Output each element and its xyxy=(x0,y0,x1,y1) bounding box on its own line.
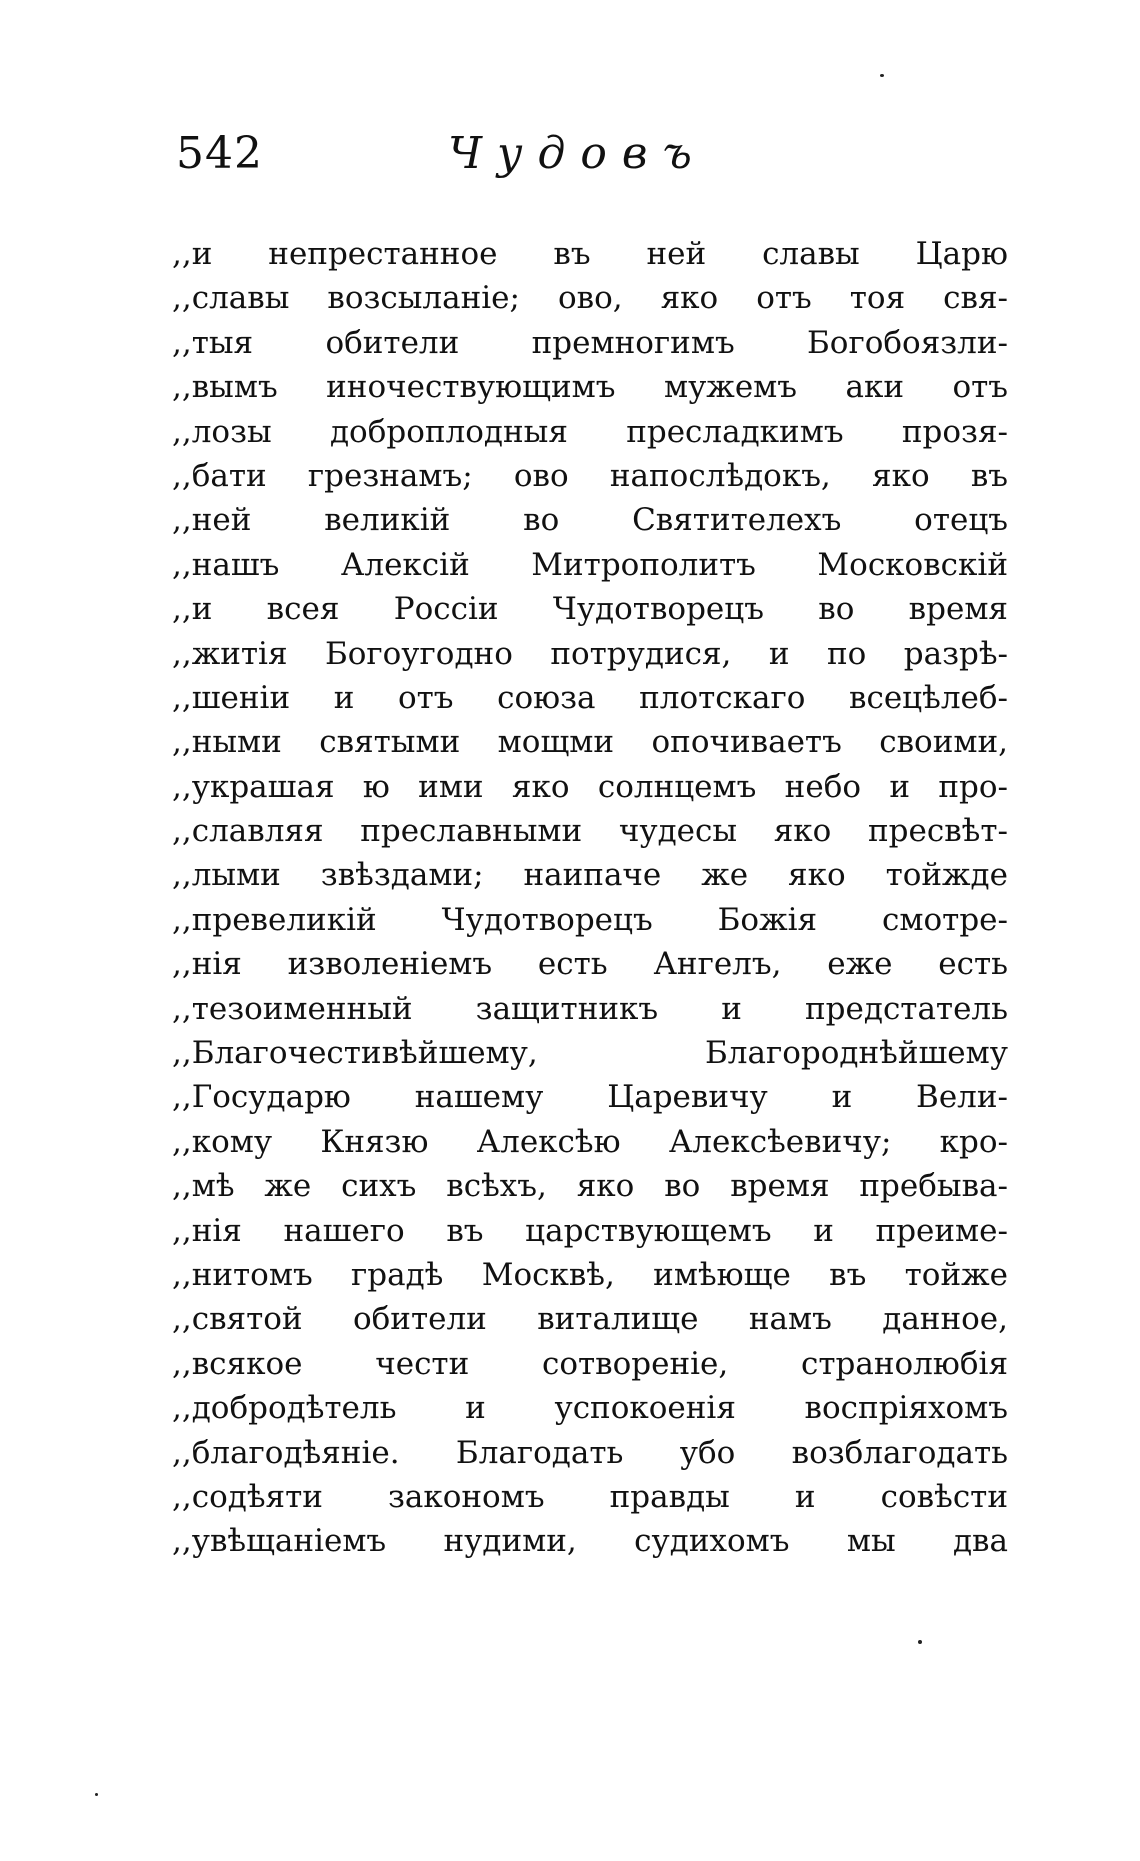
text-line: ,,благодѣяніе. Благодать убо возблагодать xyxy=(172,1434,1008,1471)
text-line: ,,бати грезнамъ; ово напослѣдокъ, яко въ xyxy=(172,457,1008,494)
page-header xyxy=(176,128,1006,188)
text-line: ,,нія изволеніемъ есть Ангелъ, еже есть xyxy=(172,946,1008,983)
text-line: ,,и всея Россіи Чудотворецъ во время xyxy=(172,591,1008,628)
paper-speck xyxy=(880,74,884,77)
text-line: ,,вымъ иночествующимъ мужемъ аки отъ xyxy=(172,369,1008,406)
text-line: ,,лыми звѣздами; наипаче же яко тойжде xyxy=(172,857,1008,894)
text-line: ,,превеликій Чудотворецъ Божія смотре- xyxy=(172,901,1008,938)
text-line: ,,нашъ Алексій Митрополитъ Московскій xyxy=(172,546,1008,583)
text-line: ,,ными святыми мощми опочиваетъ своими, xyxy=(172,724,1008,761)
text-line: ,,тыя обители премногимъ Богобоязли- xyxy=(172,324,1008,361)
body-text xyxy=(172,232,1008,1564)
text-line: ,,всякое чести сотвореніе, странолюбія xyxy=(172,1345,1008,1382)
running-head: Чудовъ xyxy=(448,128,707,179)
text-line: ,,украшая ю ими яко солнцемъ небо и про- xyxy=(172,768,1008,805)
text-line: ,,славляя преславными чудесы яко пресвѣт- xyxy=(172,813,1008,850)
text-line: ,,Благочестивѣйшему, Благороднѣйшему xyxy=(172,1035,1008,1072)
text-line: ,,святой обители виталище намъ данное, xyxy=(172,1301,1008,1338)
page-number: 542 xyxy=(176,128,263,179)
text-line: ,,мѣ же сихъ всѣхъ, яко во время пребыва- xyxy=(172,1168,1008,1205)
text-line: ,,кому Князю Алексѣю Алексѣевичу; кро- xyxy=(172,1123,1008,1160)
text-line: ,,содѣяти закономъ правды и совѣсти xyxy=(172,1478,1008,1515)
text-line: ,,нія нашего въ царствующемъ и преиме- xyxy=(172,1212,1008,1249)
text-line: ,,житія Богоугодно потрудися, и по разрѣ- xyxy=(172,635,1008,672)
text-line: ,,и непрестанное въ ней славы Царю xyxy=(172,236,1008,272)
text-line: ,,лозы доброплодныя пресладкимъ прозя- xyxy=(172,413,1008,450)
paper-speck xyxy=(918,1640,922,1644)
text-line: ,,шеніи и отъ союза плотскаго всецѣлеб- xyxy=(172,679,1008,716)
text-line: ,,тезоименный защитникъ и предстатель xyxy=(172,990,1008,1027)
text-line: ,,нитомъ градѣ Москвѣ, имѣюще въ тойже xyxy=(172,1256,1008,1293)
paper-speck xyxy=(95,1793,98,1796)
text-line: ,,славы возсыланіе; ово, яко отъ тоя свя- xyxy=(172,280,1008,317)
text-line: ,,увѣщаніемъ нудими, судихомъ мы два xyxy=(172,1523,1008,1560)
text-line: ,,добродѣтель и успокоенія воспріяхомъ xyxy=(172,1390,1008,1427)
text-line: ,,Государю нашему Царевичу и Вели- xyxy=(172,1079,1008,1116)
text-line: ,,ней великій во Святителехъ отецъ xyxy=(172,502,1008,539)
